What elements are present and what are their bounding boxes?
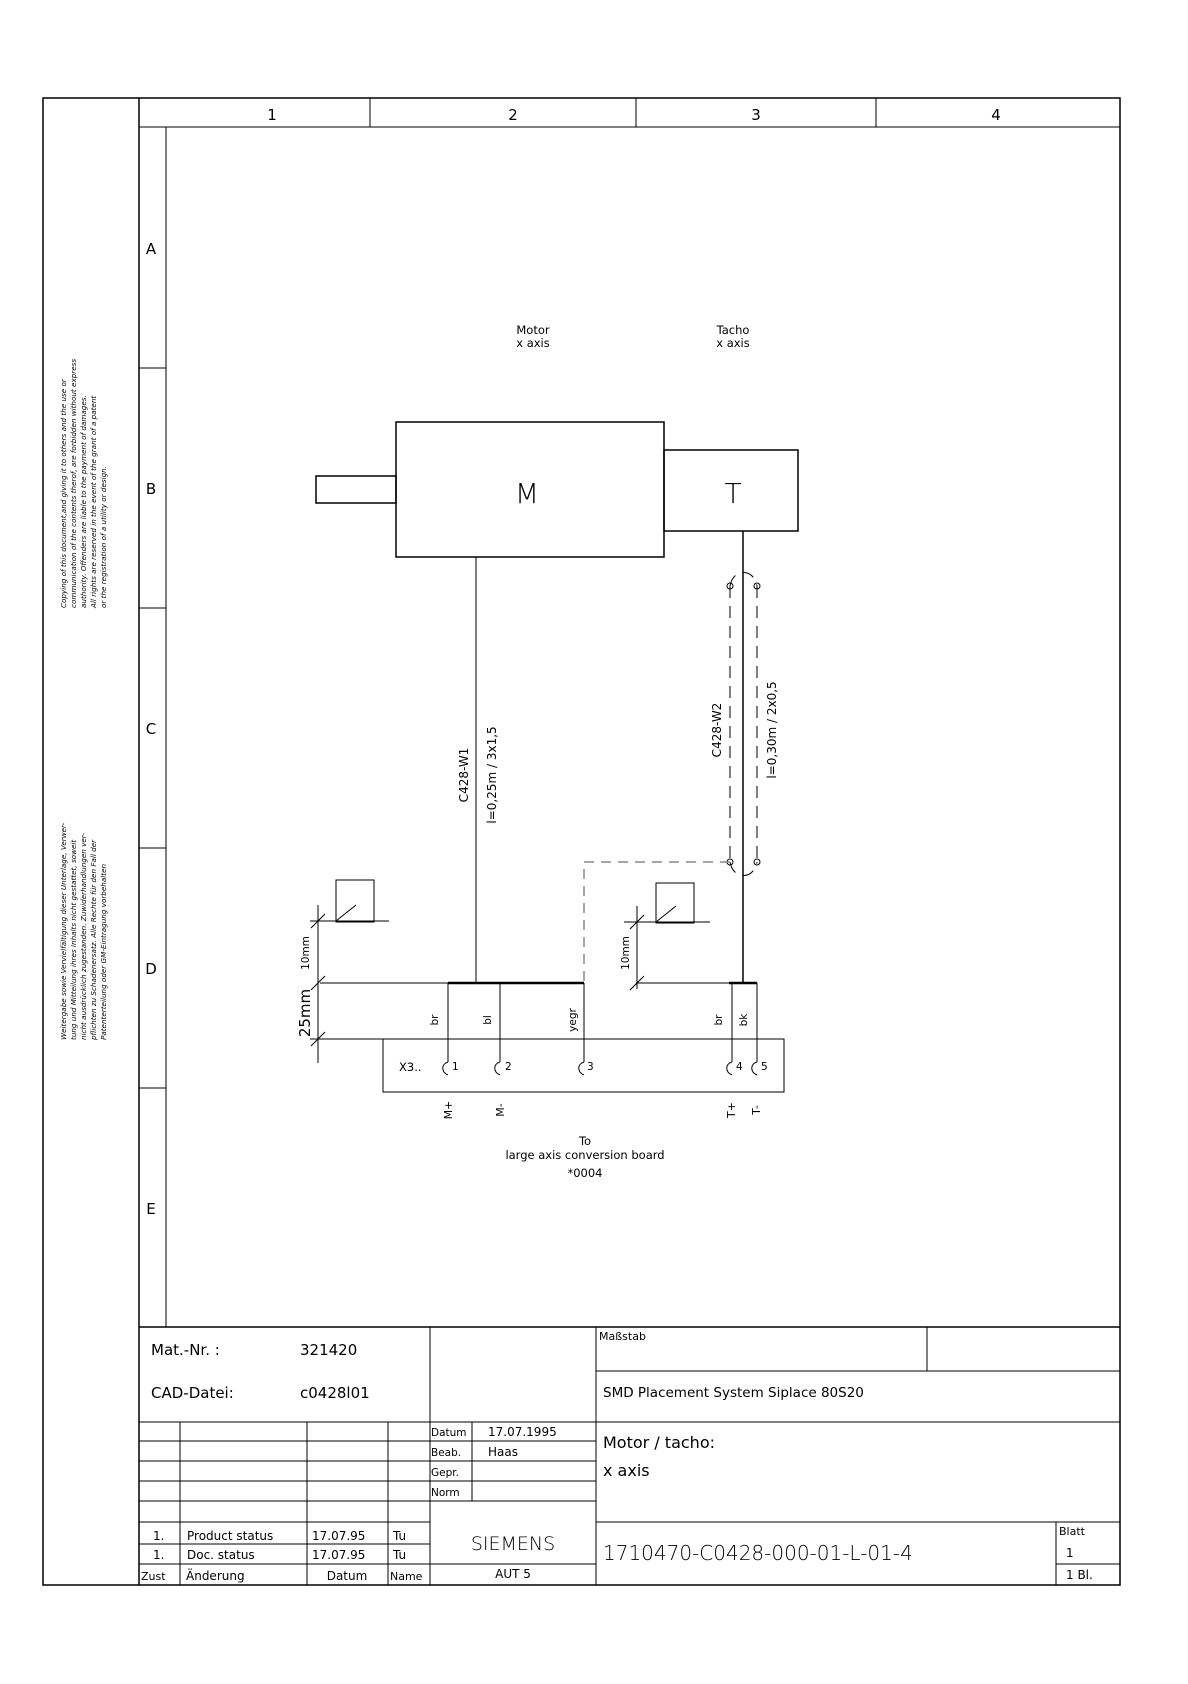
column-label-2: 2 (508, 106, 518, 124)
tacho-title-line2: x axis (716, 336, 750, 350)
gepr-label: Gepr. (431, 1467, 459, 1479)
mounting-bracket-left (310, 880, 448, 1063)
rev1-zust: 1. (153, 1529, 165, 1543)
sheet-number: 1 (1066, 1546, 1074, 1560)
mat-nr-label: Mat.-Nr. : (151, 1341, 220, 1359)
wire-label-br: br (429, 1014, 441, 1026)
column-label-3: 3 (751, 106, 761, 124)
row-label-e: E (146, 1200, 156, 1218)
header-zust: Zust (141, 1570, 166, 1583)
cad-file-value: c0428l01 (300, 1384, 370, 1402)
column-label-4: 4 (991, 106, 1001, 124)
drawing-title-line1: Motor / tacho: (603, 1433, 715, 1452)
rev2-change: Doc. status (187, 1548, 255, 1562)
dimension-25mm: 25mm (296, 988, 314, 1038)
row-label-c: C (145, 720, 157, 738)
company-logo: SIEMENS (470, 1533, 556, 1555)
wire-label-yegr: yegr (567, 1008, 579, 1032)
terminal-hook (443, 1062, 448, 1075)
header-aenderung: Änderung (186, 1569, 245, 1583)
motor-symbol: M (514, 477, 540, 510)
sheet-label: Blatt (1059, 1525, 1085, 1538)
terminal-hook (752, 1062, 757, 1075)
cad-file-label: CAD-Datei: (151, 1384, 234, 1402)
cable-w1-spec: l=0,25m / 3x1,5 (485, 726, 499, 824)
department: AUT 5 (495, 1567, 531, 1581)
motor-title-line1: Motor (516, 323, 550, 337)
scale-label: Maßstab (599, 1330, 646, 1343)
svg-text:communication of the contents: communication of the contents therof, are forbidden without express (69, 358, 78, 608)
svg-text:Copying of this document,and g: Copying of this document,and giving it to others and the use or (59, 379, 68, 608)
copyright-note-english (59, 359, 108, 609)
wire-label-br-tacho: br (713, 1014, 725, 1026)
signal-m-minus: M- (494, 1103, 507, 1117)
beab-label: Beab. (431, 1447, 462, 1459)
datum-label: Datum (431, 1427, 467, 1439)
tacho-symbol: T (724, 477, 742, 510)
system-name: SMD Placement System Siplace 80S20 (603, 1385, 864, 1401)
mounting-bracket-right (624, 883, 729, 990)
signal-t-plus: T+ (725, 1102, 738, 1118)
row-label-d: D (145, 960, 157, 978)
wire-label-bl: bl (482, 1015, 494, 1025)
terminal-hook (579, 1062, 584, 1075)
datum-value: 17.07.1995 (488, 1425, 557, 1439)
svg-text:authority. Offenders are liabl: authority. Offenders are liable to the payment of damages. (79, 395, 88, 608)
signal-m-plus: M+ (442, 1100, 455, 1120)
svg-text:tung und Mitteilung ihres Inha: tung und Mitteilung ihres Inhalts nicht gestattet, soweit (69, 839, 78, 1040)
destination-line3: *0004 (567, 1166, 603, 1180)
cable-w1-name: C428-W1 (457, 747, 471, 803)
row-label-a: A (145, 240, 157, 258)
signal-t-minus: T- (750, 1105, 763, 1115)
destination-line1: To (578, 1134, 592, 1148)
drawing-title-line2: x axis (603, 1461, 650, 1480)
pin-5: 5 (761, 1061, 768, 1073)
dimension-10mm-right: 10mm (620, 936, 632, 970)
cable-w2-spec: l=0,30m / 2x0,5 (765, 681, 779, 779)
pin-4: 4 (736, 1061, 743, 1073)
motor-title-line2: x axis (516, 336, 550, 350)
rev1-name: Tu (393, 1529, 407, 1543)
sheet-total: 1 Bl. (1066, 1568, 1093, 1582)
destination-line2: large axis conversion board (505, 1148, 665, 1162)
svg-text:Patenterteilung oder GM-Eintra: Patenterteilung oder GM-Eintragung vorbehalten (99, 863, 108, 1040)
mat-nr-value: 321420 (300, 1341, 358, 1359)
rev2-zust: 1. (153, 1548, 165, 1562)
sheet-outer-frame (43, 98, 1120, 1585)
terminal-hook (727, 1062, 732, 1075)
motor-shaft (316, 476, 396, 503)
rev2-date: 17.07.95 (312, 1548, 366, 1562)
row-label-b: B (145, 480, 157, 498)
connector-label: X3.. (399, 1060, 422, 1074)
cable-w2-name: C428-W2 (710, 702, 724, 758)
svg-text:All rights are reserved in the: All rights are reserved in the event of the grant of a patent (89, 395, 98, 608)
rev1-change: Product status (187, 1529, 274, 1543)
header-datum: Datum (326, 1569, 368, 1583)
beab-value: Haas (488, 1445, 518, 1459)
svg-text:Weitergabe sowie Vervielfältig: Weitergabe sowie Vervielfältigung dieser Unterlage, Verwer- (59, 822, 68, 1040)
header-name: Name (390, 1570, 423, 1583)
svg-text:nicht ausdrücklich zugestanden: nicht ausdrücklich zugestanden. Zuwiderhandlungen ver- (79, 833, 88, 1040)
pin-2: 2 (505, 1061, 512, 1073)
wire-label-bk: bk (738, 1013, 750, 1027)
rev1-date: 17.07.95 (312, 1529, 366, 1543)
drawing-number: 1710470-C0428-000-01-L-01-4 (603, 1541, 913, 1565)
pin-3: 3 (587, 1061, 594, 1073)
dimension-10mm-left: 10mm (300, 936, 312, 970)
copyright-note-german (59, 822, 108, 1041)
norm-label: Norm (431, 1487, 460, 1499)
column-label-1: 1 (267, 106, 277, 124)
terminal-hook (495, 1062, 500, 1075)
tacho-title-line1: Tacho (716, 323, 750, 337)
pin-1: 1 (452, 1061, 459, 1073)
rev2-name: Tu (393, 1548, 407, 1562)
svg-text:or the registration of a utili: or the registration of a utility or design. (99, 465, 108, 608)
svg-text:pflichten zu Schadenersatz. Al: pflichten zu Schadenersatz. Alle Rechte für den Fall der (89, 839, 98, 1040)
